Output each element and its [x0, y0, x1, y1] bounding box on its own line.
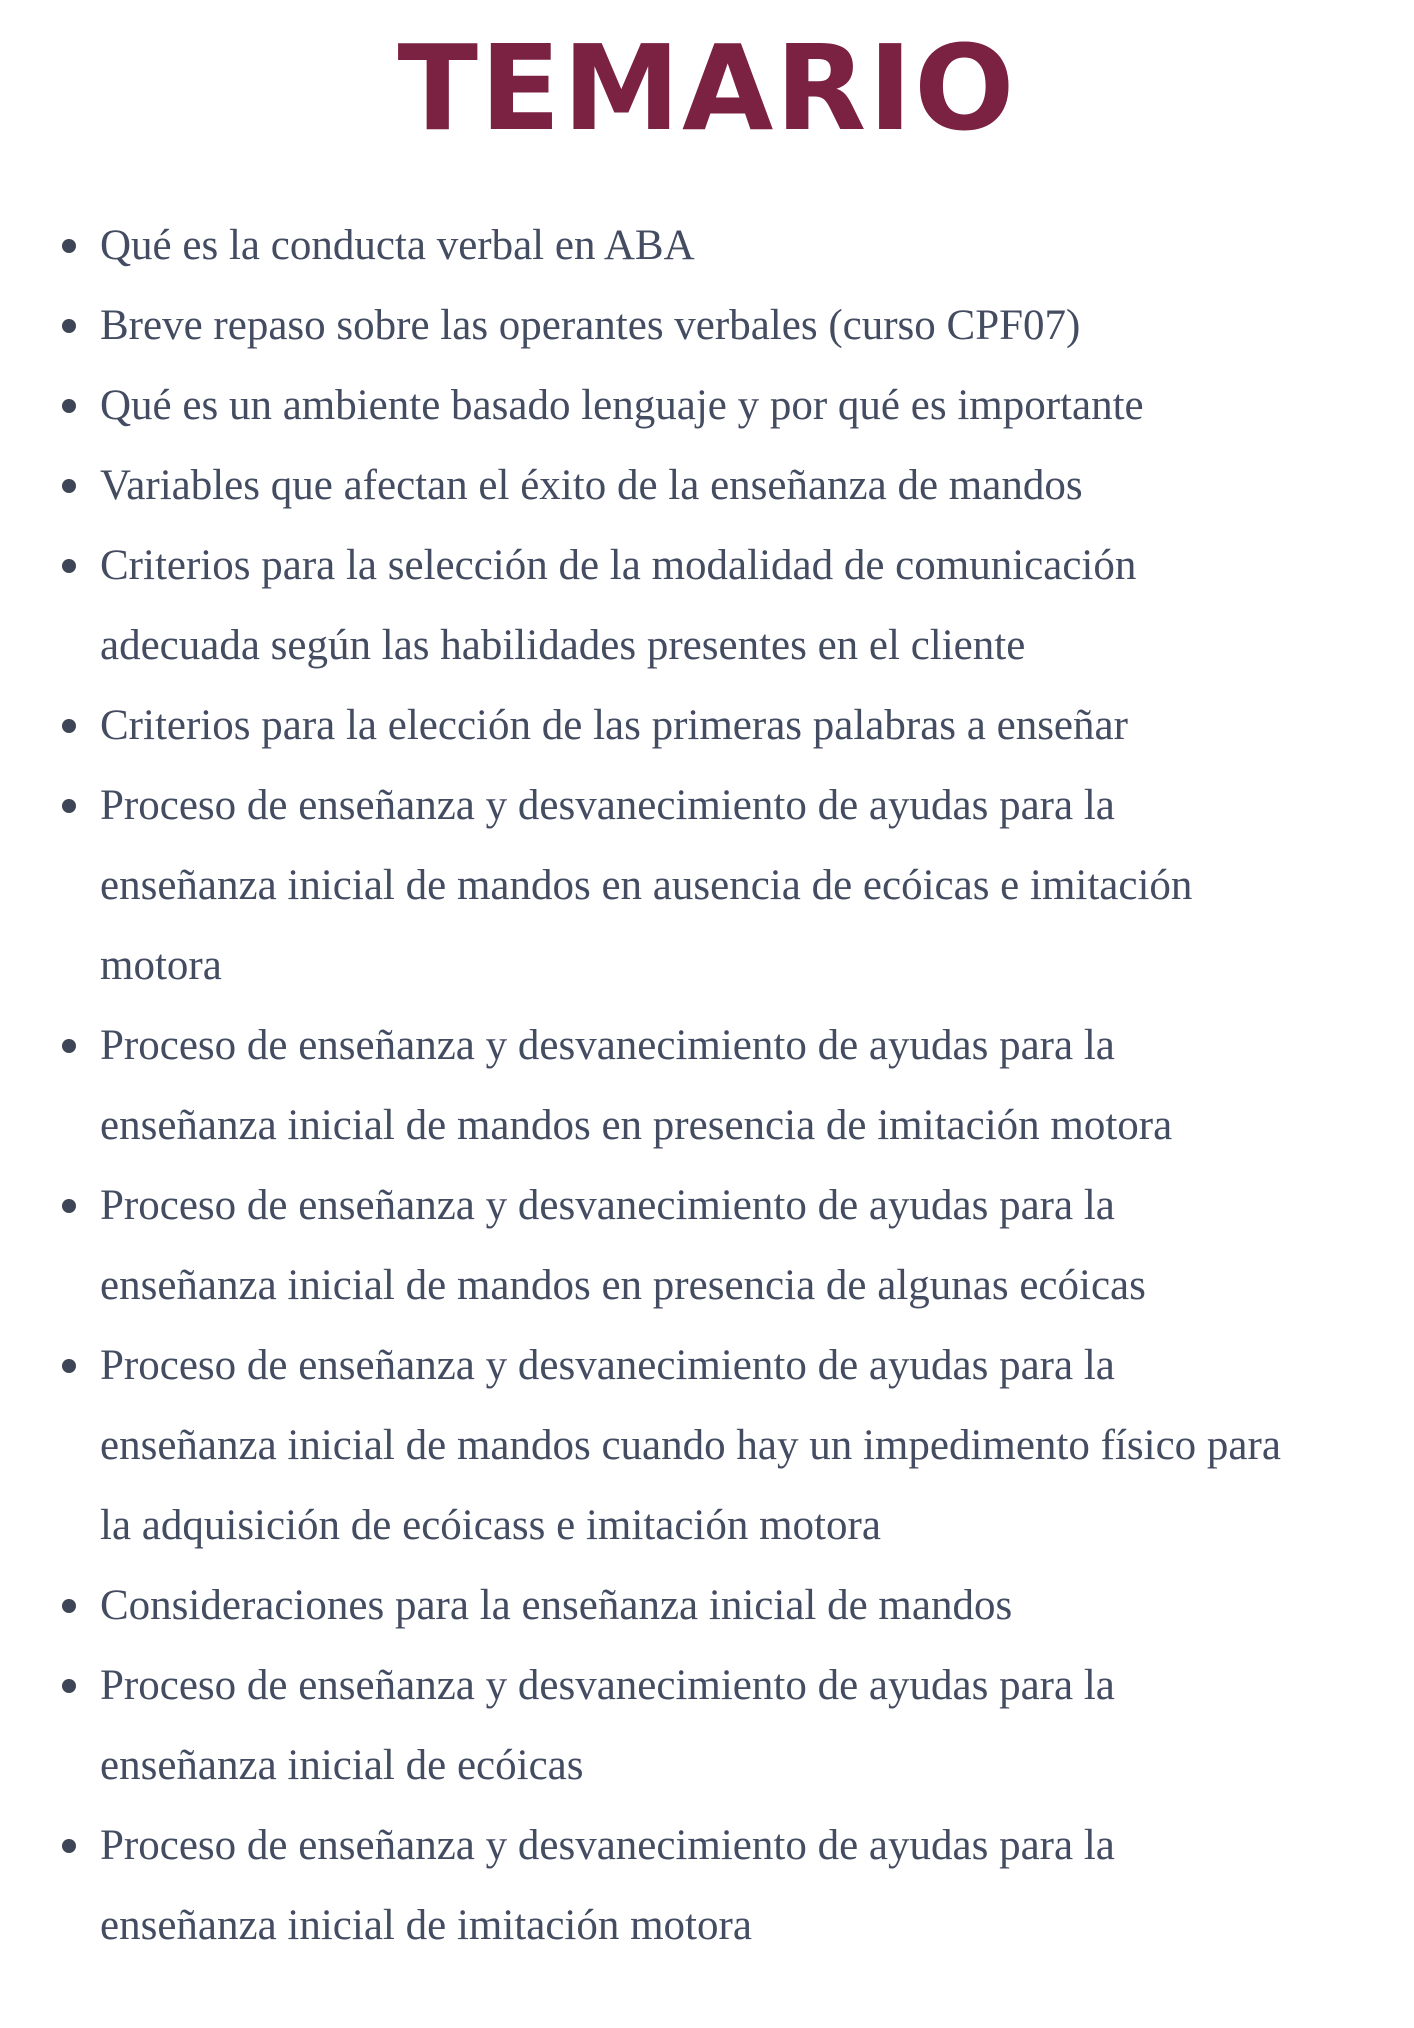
- list-item-line: enseñanza inicial de ecóicas: [100, 1742, 584, 1789]
- list-item-line: enseñanza inicial de mandos cuando hay un impedimento físico para: [100, 1422, 1281, 1469]
- bullet-icon: [62, 319, 76, 333]
- list-item-text: [100, 366, 1384, 446]
- bullet-icon: [62, 799, 76, 813]
- bullet-icon: [62, 559, 76, 573]
- list-item-line: Qué es la conducta verbal en ABA: [100, 222, 695, 269]
- list-item: [62, 206, 1384, 286]
- list-item: [62, 446, 1384, 526]
- list-item-text: [100, 1566, 1384, 1646]
- list-item-line: enseñanza inicial de imitación motora: [100, 1902, 752, 1949]
- bullet-icon: [62, 719, 76, 733]
- list-item-line: Proceso de enseñanza y desvanecimiento de ayudas para la: [100, 1342, 1115, 1389]
- list-item: [62, 686, 1384, 766]
- list-item-line: adecuada según las habilidades presentes en el cliente: [100, 622, 1026, 669]
- list-item-text: [100, 526, 1384, 686]
- list-item-line: enseñanza inicial de mandos en presencia de imitación motora: [100, 1102, 1173, 1149]
- list-item: [62, 766, 1384, 1006]
- bullet-icon: [62, 1839, 76, 1853]
- list-item-line: Criterios para la selección de la modalidad de comunicación: [100, 542, 1137, 589]
- list-item: [62, 1166, 1384, 1326]
- list-item-text: [100, 1806, 1384, 1966]
- list-item-line: enseñanza inicial de mandos en presencia de algunas ecóicas: [100, 1262, 1146, 1309]
- list-item: [62, 366, 1384, 446]
- list-item-line: la adquisición de ecóicass e imitación motora: [100, 1502, 881, 1549]
- bullet-icon: [62, 1039, 76, 1053]
- list-item: [62, 526, 1384, 686]
- list-item-line: Proceso de enseñanza y desvanecimiento de ayudas para la: [100, 1182, 1115, 1229]
- list-item-line: Proceso de enseñanza y desvanecimiento de ayudas para la: [100, 782, 1115, 829]
- list-item-line: Proceso de enseñanza y desvanecimiento de ayudas para la: [100, 1022, 1115, 1069]
- list-item-line: Criterios para la elección de las primeras palabras a enseñar: [100, 702, 1128, 749]
- document-page: [0, 19, 1414, 2028]
- bullet-icon: [62, 1199, 76, 1213]
- list-item-line: Breve repaso sobre las operantes verbales (curso CPF07): [100, 302, 1081, 349]
- list-item: [62, 1326, 1384, 1566]
- page-title: TEMARIO: [397, 19, 1017, 157]
- list-item-text: [100, 206, 1384, 286]
- list-item-text: [100, 446, 1384, 526]
- list-item-line: Proceso de enseñanza y desvanecimiento de ayudas para la: [100, 1662, 1115, 1709]
- bullet-icon: [62, 1679, 76, 1693]
- list-item-text: [100, 766, 1384, 1006]
- list-item-text: [100, 686, 1384, 766]
- bullet-icon: [62, 399, 76, 413]
- bullet-icon: [62, 239, 76, 253]
- list-item-line: Proceso de enseñanza y desvanecimiento de ayudas para la: [100, 1822, 1115, 1869]
- list-item-line: motora: [100, 942, 222, 989]
- list-item-line: Consideraciones para la enseñanza inicial de mandos: [100, 1582, 1013, 1629]
- bullet-icon: [62, 479, 76, 493]
- bullet-icon: [62, 1599, 76, 1613]
- list-item-line: enseñanza inicial de mandos en ausencia de ecóicas e imitación: [100, 862, 1193, 909]
- list-item-text: [100, 1006, 1384, 1166]
- list-item-text: [100, 1646, 1384, 1806]
- list-item: [62, 1806, 1384, 1966]
- list-item: [62, 1006, 1384, 1166]
- list-item: [62, 1646, 1384, 1806]
- topic-list: [0, 206, 1414, 1966]
- list-item-text: [100, 1326, 1384, 1566]
- list-item: [62, 1566, 1384, 1646]
- bullet-icon: [62, 1359, 76, 1373]
- list-item: [62, 286, 1384, 366]
- list-item-text: [100, 286, 1384, 366]
- list-item-line: Variables que afectan el éxito de la enseñanza de mandos: [100, 462, 1083, 509]
- list-item-line: Qué es un ambiente basado lenguaje y por qué es importante: [100, 382, 1144, 429]
- list-item-text: [100, 1166, 1384, 1326]
